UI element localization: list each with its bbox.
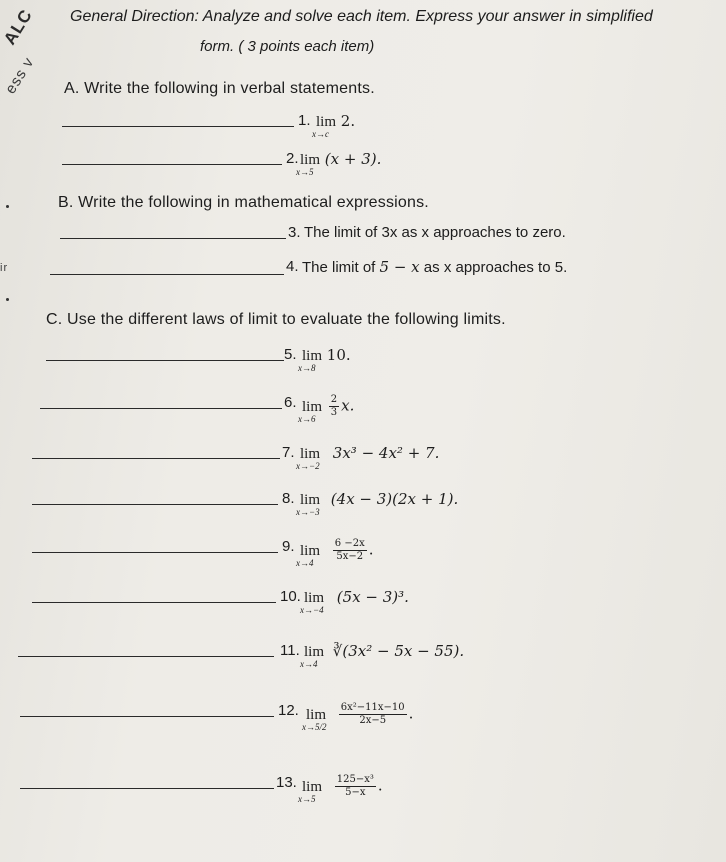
answer-blank[interactable] [40,408,282,409]
answer-blank[interactable] [18,656,274,657]
item-number: 1. [298,112,311,129]
item-number: 9. [282,538,295,555]
item-12 [0,700,726,748]
answer-blank[interactable] [32,602,276,603]
item-13 [0,772,726,820]
item-number: 11. [280,642,300,659]
edge-mark [6,205,9,208]
item-number: 4. [286,258,299,275]
math-expression: lim x→8 10. [298,346,351,373]
item-6 [0,394,726,442]
answer-blank[interactable] [32,458,280,459]
item-8 [0,488,726,536]
math-expression: lim x→6 $\frac{2}{3}$ x. [298,394,355,424]
section-a-title: A. Write the following in verbal statements. [64,80,375,97]
section-b-title: B. Write the following in mathematical expressions. [58,194,429,211]
item-number: 2. [286,150,299,167]
direction-line-2: form. ( 3 points each item) [200,38,375,55]
item-number: 5. [284,346,297,363]
math-expression: lim x→4 $\frac{6 -2x}{5x-2}$ . [296,538,374,568]
item-11 [0,642,726,690]
general-direction [70,6,720,58]
math-expression: lim x→4 ∛(3x² − 5x − 55). [300,642,465,669]
edge-text-left: ess v [2,54,38,98]
item-4 [0,256,726,304]
answer-blank[interactable] [62,126,294,127]
item-9 [0,536,726,584]
item-10 [0,588,726,636]
item-number: 13. [276,774,297,791]
math-expression: lim x→5 (x + 3). [296,150,382,177]
answer-blank[interactable] [32,504,278,505]
answer-blank[interactable] [20,788,274,789]
edge-text-top: ALC [0,5,37,49]
item-number: 3. [288,224,301,241]
item-number: 6. [284,394,297,411]
item-text: The limit of 3x as x approaches to zero. [304,224,566,241]
math-expression: lim x→5 $\frac{\text{125−x³}}{5-x}$ . [298,774,383,804]
direction-line-1: General Direction: Analyze and solve each item. Express your answer in simplified [70,8,653,25]
math-expression: lim x→−2 3x³ − 4x² + 7. [296,444,440,471]
answer-blank[interactable] [20,716,274,717]
item-7 [0,442,726,490]
answer-blank[interactable] [60,238,286,239]
answer-blank[interactable] [50,274,284,275]
item-number: 8. [282,490,295,507]
item-number: 7. [282,444,295,461]
item-number: 10. [280,588,301,605]
math-expression: lim x→c 2. [312,112,356,139]
answer-blank[interactable] [32,552,278,553]
math-expression: lim x→5/2 $\frac{\text{6x²−11x−10}}{2x-5}$ . [302,702,414,732]
answer-blank[interactable] [46,360,284,361]
section-c-title: C. Use the different laws of limit to evaluate the following limits. [46,311,506,328]
item-5 [0,346,726,394]
answer-blank[interactable] [62,164,282,165]
item-number: 12. [278,702,299,719]
edge-text-mid: ir [0,262,9,274]
math-expression: lim x→−3 (4x − 3)(2x + 1). [296,490,459,517]
item-2 [0,150,726,198]
math-expression: lim x→−4 (5x − 3)³. [300,588,409,615]
item-text: The limit of 5 − x as x approaches to 5. [302,258,568,276]
